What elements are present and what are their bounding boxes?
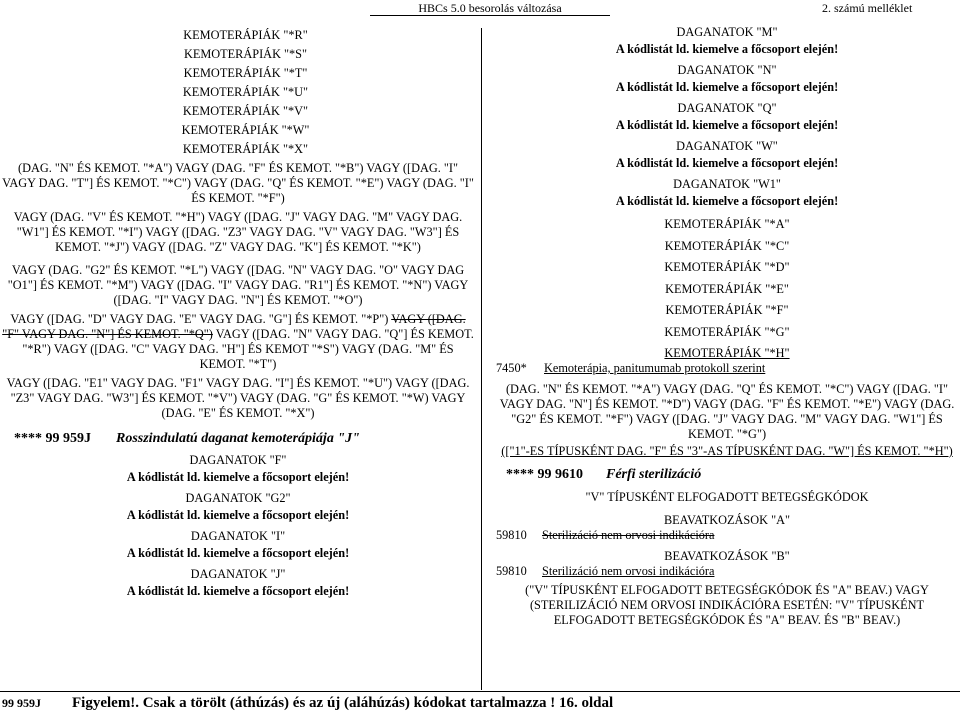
rule-4-part-a: VAGY ([DAG. "D" VAGY DAG. "E" VAGY DAG. "G"] ÉS KEMOT. "*P") bbox=[10, 312, 389, 326]
v-type-title: "V" TÍPUSKÉNT ELFOGADOTT BETEGSÉGKÓDOK bbox=[585, 490, 869, 504]
right-rule-2-new: (["1"-ES TÍPUSKÉNT DAG. "F" ÉS "3"-AS TÍPUSKÉNT DAG. "W"] ÉS KEMOT. "*H") bbox=[501, 444, 953, 458]
item-7450-text: Kemoterápia, panitumumab protokoll szerint bbox=[544, 361, 766, 375]
dag-note: A kódlistát ld. kiemelve a főcsoport elején! bbox=[126, 470, 350, 484]
beav-b-text: Sterilizáció nem orvosi indikációra bbox=[542, 564, 715, 578]
dag-name: DAGANATOK "N" bbox=[677, 63, 777, 77]
left-rule-1: (DAG. "N" ÉS KEMOT. "*A") VAGY (DAG. "F" ÉS KEMOT. "*B") VAGY ([DAG. "I" VAGY DAG. "T"] ÉS KEMOT. "*C") VAGY (DAG. "Q" ÉS KEMOT. "*E") VAGY (DAG. "I" ÉS KEMOT. "*F") bbox=[2, 161, 474, 205]
dag-note: A kódlistát ld. kiemelve a főcsoport elején! bbox=[615, 118, 839, 132]
kemo-item: KEMOTERÁPIÁK "*E" bbox=[665, 281, 789, 296]
kemo-item: KEMOTERÁPIÁK "*W" bbox=[181, 123, 310, 137]
kemo-item: KEMOTERÁPIÁK "*S" bbox=[183, 47, 308, 61]
final-rule: ("V" TÍPUSKÉNT ELFOGADOTT BETEGSÉGKÓDOK ÉS "A" BEAV.) VAGY (STERILIZÁCIÓ NEM ORVOSI INDIKÁCIÓRA ESETÉN: "V" TÍPUSKÉNT ELFOGADOTT BETEGSÉGKÓDOK ÉS "A" BEAV. ÉS "B" BEAV.) bbox=[525, 583, 929, 627]
footer-text: Figyelem!. Csak a törölt (áthúzás) és az új (aláhúzás) kódokat tartalmazza ! 16. oldal bbox=[72, 695, 614, 711]
dag-name: DAGANATOK "J" bbox=[190, 567, 286, 581]
dag-name: DAGANATOK "M" bbox=[676, 25, 778, 39]
kemo-item: KEMOTERÁPIÁK "*V" bbox=[182, 104, 309, 118]
dag-name: DAGANATOK "Q" bbox=[677, 101, 777, 115]
right-code: **** 99 9610 bbox=[506, 467, 583, 482]
right-code-heading bbox=[506, 467, 958, 482]
beav-a-text: Sterilizáció nem orvosi indikációra bbox=[542, 528, 715, 542]
kemo-item: KEMOTERÁPIÁK "*F" bbox=[665, 303, 789, 317]
kemo-item: KEMOTERÁPIÁK "*G" bbox=[664, 324, 790, 339]
left-rule-3: VAGY (DAG. "G2" ÉS KEMOT. "*L") VAGY ([DAG. "N" VAGY DAG. "O" VAGY DAG "O1"] ÉS KEMOT. "*M") VAGY ([DAG. "I" VAGY DAG. "R1"] ÉS KEMOT. "*N") VAGY ([DAG. "I" VAGY DAG. "N"] ÉS KEMOT. "*O") bbox=[7, 263, 469, 307]
dag-note: A kódlistát ld. kiemelve a főcsoport elején! bbox=[615, 194, 839, 208]
left-kemo-list bbox=[17, 26, 474, 159]
left-code: **** 99 959J bbox=[14, 431, 91, 446]
beav-b-item-new bbox=[496, 564, 958, 579]
dag-note: A kódlistát ld. kiemelve a főcsoport elején! bbox=[615, 156, 839, 170]
dag-note: A kódlistát ld. kiemelve a főcsoport elején! bbox=[615, 80, 839, 94]
item-7450-code: 7450* bbox=[496, 361, 527, 375]
kemo-item: KEMOTERÁPIÁK "*C" bbox=[664, 238, 790, 253]
right-kemo-list bbox=[496, 214, 958, 361]
kemo-item: KEMOTERÁPIÁK "*T" bbox=[183, 66, 308, 80]
dag-name: DAGANATOK "G2" bbox=[185, 491, 291, 505]
rule-4-part-c: VAGY ([DAG. "N" VAGY DAG. "Q"] ÉS KEMOT. "*R") VAGY ([DAG. "C" VAGY DAG. "H"] ÉS KEMOT "*S") VAGY (DAG. "M" ÉS KEMOT. "*T") bbox=[22, 327, 474, 371]
header-title: HBCs 5.0 besorolás változása bbox=[370, 1, 610, 16]
dag-name: DAGANATOK "W1" bbox=[673, 177, 781, 191]
left-rule-2: VAGY (DAG. "V" ÉS KEMOT. "*H") VAGY ([DAG. "J" VAGY DAG. "M" VAGY DAG. "W1"] ÉS KEMOT. "*I") VAGY ([DAG. "Z3" VAGY DAG. "V" VAGY DAG. "W3"] ÉS KEMOT. "*J") VAGY ([DAG. "Z" VAGY DAG. "K"] ÉS KEMOT. "*K") bbox=[13, 210, 463, 254]
kemo-item: KEMOTERÁPIÁK "*A" bbox=[664, 217, 790, 231]
dag-note: A kódlistát ld. kiemelve a főcsoport elején! bbox=[615, 42, 839, 56]
right-column bbox=[496, 24, 958, 628]
kemo-item: KEMOTERÁPIÁK "*R" bbox=[183, 28, 308, 42]
column-divider bbox=[481, 28, 482, 690]
left-dag-list bbox=[2, 452, 474, 600]
dag-name: DAGANATOK "F" bbox=[189, 453, 287, 467]
left-column bbox=[2, 26, 474, 600]
footer-divider bbox=[0, 691, 960, 692]
left-code-title: Rosszindulatú daganat kemoterápiája "J" bbox=[116, 431, 360, 446]
dag-note: A kódlistát ld. kiemelve a főcsoport elején! bbox=[126, 508, 350, 522]
footer bbox=[2, 695, 613, 712]
kemo-item-new: KEMOTERÁPIÁK "*H" bbox=[664, 346, 790, 360]
dag-name: DAGANATOK "I" bbox=[190, 529, 286, 543]
left-code-heading bbox=[14, 431, 474, 446]
right-rule-1: (DAG. "N" ÉS KEMOT. "*A") VAGY (DAG. "Q" ÉS KEMOT. "*C") VAGY ([DAG. "I" VAGY DAG. "N"] ÉS KEMOT. "*D") VAGY (DAG. "F" ÉS KEMOT. "*E") VAGY (DAG. "G2" ÉS KEMOT. "*F") VAGY ([DAG. "J" VAGY DAG. "M" VAGY DAG. "W1"] ÉS KEMOT. "*G") bbox=[499, 382, 955, 441]
beav-b-title: BEAVATKOZÁSOK "B" bbox=[664, 549, 790, 563]
beav-a-code: 59810 bbox=[496, 528, 527, 542]
dag-note: A kódlistát ld. kiemelve a főcsoport elején! bbox=[126, 546, 350, 560]
footer-code: 99 959J bbox=[2, 696, 41, 710]
right-code-title: Férfi sterilizáció bbox=[606, 467, 702, 482]
header-annex: 2. számú melléklet bbox=[822, 1, 913, 15]
left-rule-4 bbox=[2, 312, 474, 372]
beav-b-code: 59810 bbox=[496, 564, 527, 578]
dag-note: A kódlistát ld. kiemelve a főcsoport elején! bbox=[126, 584, 350, 598]
beav-a-title: BEAVATKOZÁSOK "A" bbox=[663, 513, 791, 527]
dag-name: DAGANATOK "W" bbox=[676, 139, 778, 153]
right-dag-list bbox=[496, 24, 958, 210]
rule-4-deleted-part: VAGY ([DAG. "F" VAGY DAG. "N"] ÉS KEMOT. "*Q") bbox=[2, 312, 466, 341]
kemo-item: KEMOTERÁPIÁK "*D" bbox=[664, 260, 790, 274]
item-7450 bbox=[496, 361, 958, 376]
beav-a-item-deleted bbox=[496, 528, 958, 543]
left-rule-5: VAGY ([DAG. "E1" VAGY DAG. "F1" VAGY DAG. "I"] ÉS KEMOT. "*U") VAGY ([DAG. "Z3" VAGY DAG. "W3"] ÉS KEMOT. "*V") VAGY (DAG. "G" ÉS KEMOT. "*W) VAGY (DAG. "E" ÉS KEMOT. "*X") bbox=[6, 376, 470, 420]
kemo-item: KEMOTERÁPIÁK "*U" bbox=[182, 85, 309, 99]
kemo-item: KEMOTERÁPIÁK "*X" bbox=[182, 142, 309, 156]
